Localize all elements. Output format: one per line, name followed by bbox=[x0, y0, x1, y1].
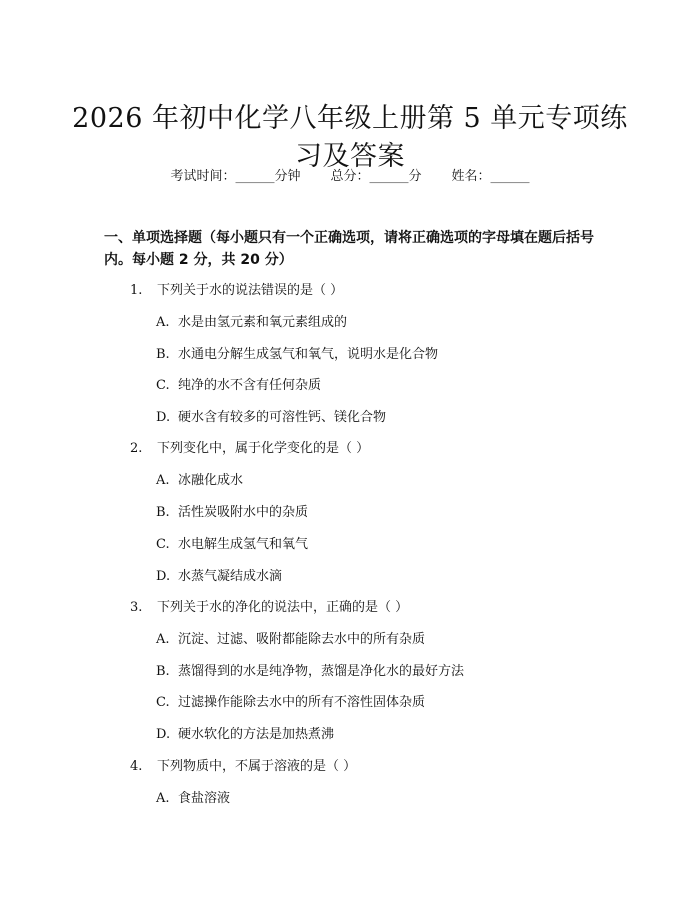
question-number: 1. bbox=[130, 283, 143, 298]
option-letter: A. bbox=[156, 791, 170, 806]
question-1 bbox=[130, 282, 343, 300]
question-2-option-c bbox=[156, 536, 308, 554]
question-1-option-d bbox=[156, 409, 386, 427]
title-line-1: 2026 年初中化学八年级上册第 5 单元专项练 bbox=[72, 103, 628, 135]
question-3 bbox=[130, 599, 408, 617]
option-letter: B. bbox=[156, 664, 170, 679]
section-heading-single-choice bbox=[104, 227, 604, 271]
exam-info-row bbox=[0, 168, 700, 186]
option-text: 食盐溶液 bbox=[178, 791, 231, 806]
question-text: 下列关于水的净化的说法中，正确的是（ ） bbox=[157, 600, 409, 615]
option-letter: A. bbox=[156, 473, 170, 488]
option-text: 水蒸气凝结成水滴 bbox=[178, 569, 283, 584]
option-letter: A. bbox=[156, 632, 170, 647]
question-3-option-d bbox=[156, 726, 334, 744]
question-4 bbox=[130, 758, 356, 776]
option-letter: C. bbox=[156, 378, 170, 393]
question-2-option-d bbox=[156, 568, 282, 586]
question-3-option-a bbox=[156, 631, 425, 649]
option-letter: B. bbox=[156, 505, 170, 520]
option-letter: D. bbox=[156, 727, 171, 742]
option-text: 硬水软化的方法是加热煮沸 bbox=[178, 727, 335, 742]
question-text: 下列变化中，属于化学变化的是（ ） bbox=[157, 441, 370, 456]
option-letter: C. bbox=[156, 695, 170, 710]
option-text: 蒸馏得到的水是纯净物，蒸馏是净化水的最好方法 bbox=[178, 664, 465, 679]
question-number: 2. bbox=[130, 441, 143, 456]
question-2 bbox=[130, 440, 369, 458]
section-heading-line-2: 内。每小题 2 分，共 20 分） bbox=[104, 252, 293, 268]
option-text: 纯净的水不含有任何杂质 bbox=[178, 378, 322, 393]
option-text: 沉淀、过滤、吸附都能除去水中的所有杂质 bbox=[178, 632, 426, 647]
option-text: 活性炭吸附水中的杂质 bbox=[178, 505, 309, 520]
question-1-option-a bbox=[156, 314, 347, 332]
total-score-field: 总分：______分 bbox=[330, 169, 422, 184]
option-text: 硬水含有较多的可溶性钙、镁化合物 bbox=[178, 410, 387, 425]
option-letter: D. bbox=[156, 410, 171, 425]
student-name-field: 姓名：______ bbox=[451, 169, 530, 184]
question-text: 下列关于水的说法错误的是（ ） bbox=[157, 283, 344, 298]
question-2-option-a bbox=[156, 472, 243, 490]
option-text: 水电解生成氢气和氧气 bbox=[178, 537, 309, 552]
option-text: 水是由氢元素和氧元素组成的 bbox=[178, 315, 348, 330]
option-text: 过滤操作能除去水中的所有不溶性固体杂质 bbox=[178, 695, 426, 710]
question-4-option-a bbox=[156, 790, 230, 808]
question-text: 下列物质中，不属于溶液的是（ ） bbox=[157, 759, 357, 774]
exam-time-field: 考试时间：______分钟 bbox=[170, 169, 301, 184]
question-1-option-c bbox=[156, 377, 321, 395]
question-3-option-b bbox=[156, 663, 464, 681]
option-text: 水通电分解生成氢气和氧气，说明水是化合物 bbox=[178, 347, 439, 362]
question-number: 3. bbox=[130, 600, 143, 615]
option-letter: C. bbox=[156, 537, 170, 552]
option-letter: B. bbox=[156, 347, 170, 362]
option-letter: D. bbox=[156, 569, 171, 584]
title-line-2: 习及答案 bbox=[295, 141, 405, 173]
question-3-option-c bbox=[156, 694, 425, 712]
option-text: 冰融化成水 bbox=[178, 473, 244, 488]
question-1-option-b bbox=[156, 346, 438, 364]
section-heading-line-1: 一、单项选择题（每小题只有一个正确选项，请将正确选项的字母填在题后括号 bbox=[104, 230, 594, 246]
page-title bbox=[0, 100, 700, 176]
question-2-option-b bbox=[156, 504, 308, 522]
question-number: 4. bbox=[130, 759, 143, 774]
option-letter: A. bbox=[156, 315, 170, 330]
